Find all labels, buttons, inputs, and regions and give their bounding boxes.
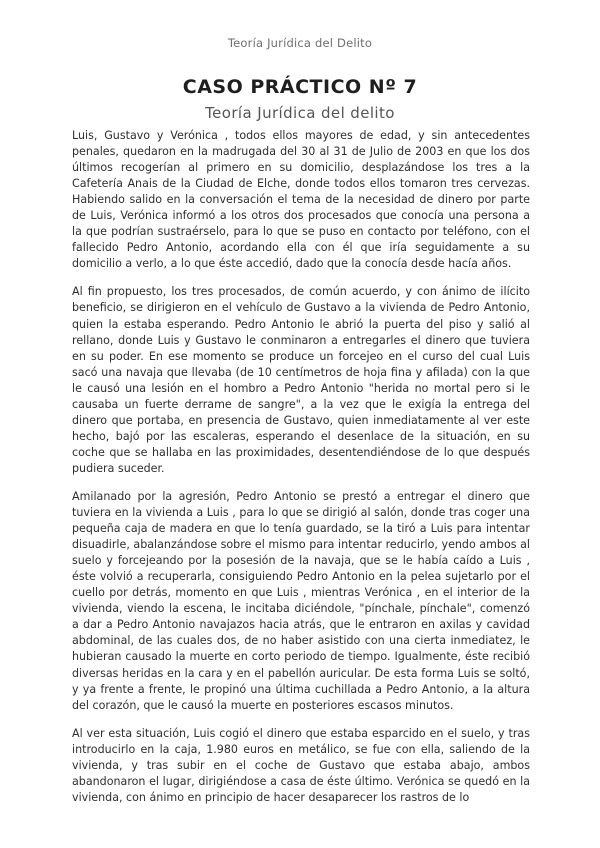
running-header: Teoría Jurídica del Delito [227, 36, 373, 50]
document-subtitle: Teoría Jurídica del delito [205, 104, 395, 122]
document-title: CASO PRÁCTICO Nº 7 [182, 76, 418, 98]
document-body [72, 128, 530, 818]
paragraph-4: Al ver esta situación, Luis cogió el dinero que estaba esparcido en el suelo, y tras introducirlo en la caja, 1.980 euros en metálico, se fue con ella, saliendo de la vivienda, y tras subir en el coche de Gustavo que estaba abajo, ambos abandonaron el lugar, dirigiéndose a casa de éste último. Verónica se quedó en la vivienda, con ánimo en principio de hacer desaparecer los rastros de lo [72, 726, 530, 804]
paragraph-3: Amilanado por la agresión, Pedro Antonio se prestó a entregar el dinero que tuviera en la vivienda a Luis , para lo que se dirigió al salón, donde tras coger una pequeña caja de madera en que lo tenía guardado, se la tiró a Luis para intentar disuadirle, abalanzándose sobre el mismo para intentar reducirlo, yendo ambos al suelo y forcejeando por la posesión de la navaja, que se le había caído a Luis , éste volvió a recuperarla, consiguiendo Pedro Antonio en la pelea sujetarlo por el cuello por detrás, momento en que Luis , mientras Verónica , en el interior de la vivienda, viendo la escena, le incitaba diciéndole, "pínchale, pínchale", comenzó a dar a Pedro Antonio navajazos hacia atrás, que le entraron en axilas y cavidad abdominal, de las cuales dos, de no haber asistido con una cierta inmediatez, le hubieran causado la muerte en corto periodo de tiempo. Igualmente, éste recibió diversas heridas en la cara y en el pabellón auricular. De esta forma Luis se soltó, y ya frente a frente, le propinó una última cuchillada a Pedro Antonio, a la altura del corazón, que le causó la muerte en posteriores escasos minutos. [72, 489, 530, 712]
paragraph-2: Al fin propuesto, los tres procesados, de común acuerdo, y con ánimo de ilícito beneficio, se dirigieron en el vehículo de Gustavo a la vivienda de Pedro Antonio, quien la estaba esperando. Pedro Antonio le abrió la puerta del piso y salió al rellano, donde Luis y Gustavo le conminaron a entregarles el dinero que tuviera en su poder. En ese momento se produce un forcejeo en el curso del cual Luis sacó una navaja que llevaba (de 10 centímetros de hoja fina y afilada) con la que le causó una lesión en el hombro a Pedro Antonio "herida no mortal pero si le causaba un fuerte derrame de sangre", a la vez que le exigía la entrega del dinero que portaba, en presencia de Gustavo, quien inmediatamente al ver este hecho, bajó por las escaleras, esperando el desenlace de la situación, en su coche que se hallaba en las proximidades, desentendiéndose de lo que después pudiera suceder. [72, 285, 530, 475]
paragraph-1: Luis, Gustavo y Verónica , todos ellos mayores de edad, y sin antecedentes penales, quedaron en la madrugada del 30 al 31 de Julio de 2003 en que los dos últimos recogerían al primero en su domicilio, desplazándose los tres a la Cafetería Anais de la Ciudad de Elche, donde todos ellos tomaron tres cervezas. Habiendo salido en la conversación el tema de la necesidad de dinero por parte de Luis, Verónica informó a los otros dos procesados que conocía una persona a la que podrían sustraérselo, para lo que se puso en contacto por teléfono, con el fallecido Pedro Antonio, acordando ella con él que iría seguidamente a su domicilio a verlo, a lo que éste accedió, dado que la conocía desde hacía años. [72, 129, 530, 271]
